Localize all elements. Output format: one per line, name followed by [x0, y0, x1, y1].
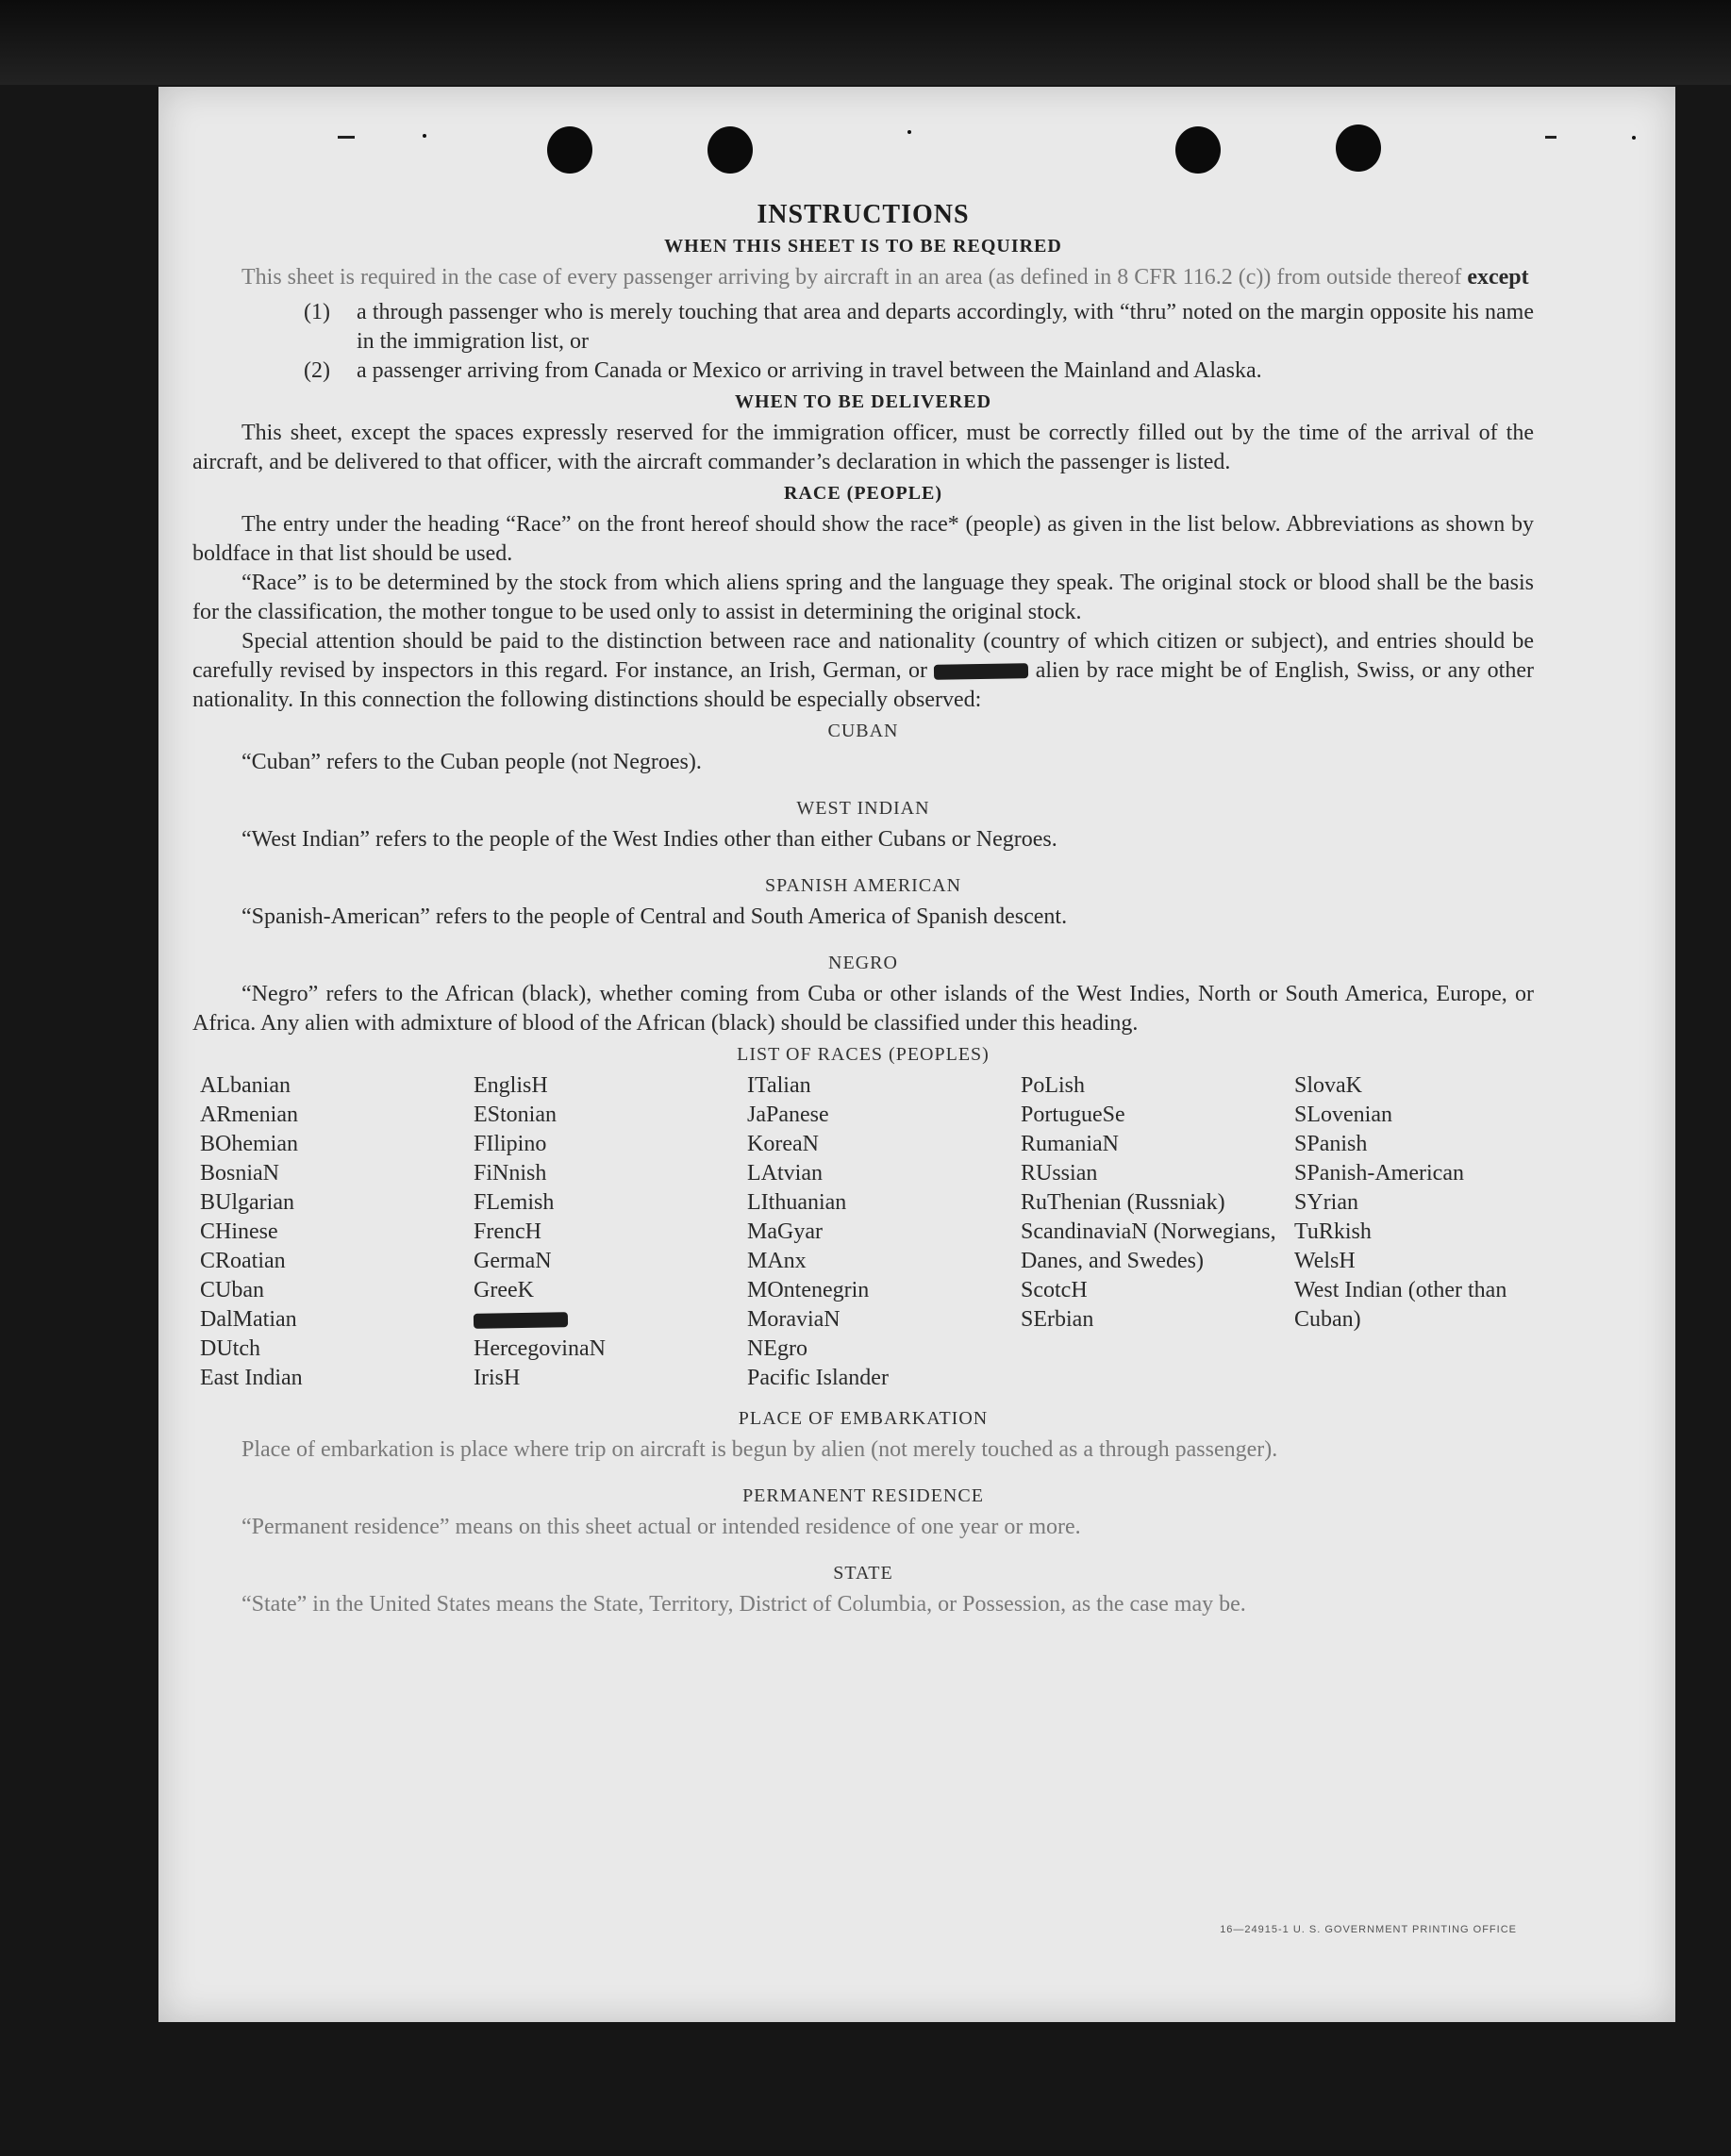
heading-race: RACE (PEOPLE)	[784, 483, 942, 504]
redaction-mark	[474, 1313, 568, 1330]
heading-west-indian: WEST INDIAN	[796, 798, 930, 819]
race-item: PoLish	[1021, 1073, 1086, 1098]
heading-cuban: CUBAN	[827, 721, 899, 741]
race-item: BUlgarian	[200, 1190, 294, 1215]
scan-mark	[338, 136, 355, 139]
race-item: LAtvian	[747, 1161, 823, 1186]
scan-mark	[423, 134, 426, 138]
race-item: FrencH	[474, 1219, 541, 1244]
heading-negro: NEGRO	[828, 953, 898, 973]
heading-when-required: WHEN THIS SHEET IS TO BE REQUIRED	[664, 236, 1062, 257]
race-item: Pacific Islander	[747, 1366, 889, 1390]
race-item: ALbanian	[200, 1073, 291, 1098]
race-item: SPanish	[1294, 1132, 1368, 1156]
race-item: MOntenegrin	[747, 1278, 870, 1302]
scan-mark	[1632, 136, 1636, 140]
heading-list-of-races: LIST OF RACES (PEOPLES)	[737, 1044, 990, 1065]
race-item: SLovenian	[1294, 1103, 1392, 1127]
race-item: GreeK	[474, 1278, 534, 1302]
cuban-text: “Cuban” refers to the Cuban people (not Negroes).	[241, 750, 702, 774]
race-item: CHinese	[200, 1219, 278, 1244]
redaction-mark	[934, 664, 1028, 681]
document-sheet	[158, 87, 1675, 2022]
printing-office-code: 16—24915-1 U. S. GOVERNMENT PRINTING OFFICE	[1220, 1924, 1517, 1935]
races-column-3	[747, 1071, 1021, 1393]
residence-text: “Permanent residence” means on this sheet actual or intended residence of one year or more.	[241, 1515, 1081, 1539]
races-column-1	[200, 1071, 474, 1393]
exception-item-1: (1) a through passenger who is merely touching that area and departs accordingly, with “thru” noted on the margin opposite his name in the immigration list, or	[304, 300, 1534, 354]
race-item: ITalian	[747, 1073, 811, 1098]
race-item: PortugueSe	[1021, 1103, 1125, 1127]
punch-hole-3	[1175, 126, 1221, 174]
race-item: CUban	[200, 1278, 264, 1302]
race-item: SYrian	[1294, 1190, 1358, 1215]
race-item: IrisH	[474, 1366, 521, 1390]
race-item: DUtch	[200, 1336, 260, 1361]
race-item: SlovaK	[1294, 1073, 1362, 1098]
race-item: TuRkish	[1294, 1219, 1372, 1244]
race-item: BOhemian	[200, 1132, 298, 1156]
race-item: HercegovinaN	[474, 1336, 606, 1361]
scan-mark	[1545, 136, 1556, 139]
races-column-4	[1021, 1071, 1294, 1393]
when-delivered-text: This sheet, except the spaces expressly reserved for the immigration officer, must be correctly filled out by the time of the arrival of the aircraft, and be delivered to that officer, with the aircraft commander’s declaration in which the passenger is listed.	[192, 421, 1534, 474]
races-list	[200, 1071, 1534, 1393]
race-item: SPanish-American	[1294, 1161, 1464, 1186]
instructions-content	[192, 200, 1534, 1625]
race-item: LIthuanian	[747, 1190, 847, 1215]
race-item: East Indian	[200, 1366, 303, 1390]
race-item: FLemish	[474, 1190, 555, 1215]
race-item: JaPanese	[747, 1103, 829, 1127]
except-bold: except	[1467, 265, 1529, 290]
race-paragraph-1: The entry under the heading “Race” on the front hereof should show the race* (people) as given in the list below. Abbreviations as shown by boldface in that list should be used.	[192, 512, 1534, 566]
punch-hole-4	[1336, 124, 1381, 172]
race-item: West Indian (other than Cuban)	[1294, 1278, 1507, 1332]
race-item: MaGyar	[747, 1219, 823, 1244]
race-item: ScandinaviaN (Norwegians, Danes, and Swedes)	[1021, 1219, 1276, 1273]
race-item: EStonian	[474, 1103, 557, 1127]
race-item: RUssian	[1021, 1161, 1098, 1186]
race-item: RumaniaN	[1021, 1132, 1119, 1156]
race-item: MoraviaN	[747, 1307, 841, 1332]
race-item: BosniaN	[200, 1161, 279, 1186]
race-item: GermaN	[474, 1249, 552, 1273]
race-item: FiNnish	[474, 1161, 547, 1186]
punch-hole-1	[547, 126, 592, 174]
race-item: RuThenian (Russniak)	[1021, 1190, 1225, 1215]
spanish-american-text: “Spanish-American” refers to the people of Central and South America of Spanish descent.	[241, 904, 1068, 929]
when-required-intro: This sheet is required in the case of every passenger arriving by aircraft in an area (as defined in 8 CFR 116.2 (c)) from outside thereof except	[241, 265, 1529, 290]
scan-background	[0, 0, 1731, 85]
race-item: ARmenian	[200, 1103, 298, 1127]
west-indian-text: “West Indian” refers to the people of the West Indies other than either Cubans or Negroes.	[241, 827, 1057, 852]
race-item: CRoatian	[200, 1249, 286, 1273]
heading-embarkation: PLACE OF EMBARKATION	[738, 1408, 989, 1429]
page-title: INSTRUCTIONS	[757, 200, 970, 229]
race-item-redacted	[474, 1305, 747, 1335]
heading-when-delivered: WHEN TO BE DELIVERED	[734, 391, 992, 412]
race-item: EnglisH	[474, 1073, 548, 1098]
race-paragraph-3: Special attention should be paid to the distinction between race and nationality (country of which citizen or subject), and entries should be carefully revised by inspectors in this regard. For instance, an Irish, German, or alien by race might be of English, Swiss, or any other nationality. In this connection the following distinctions should be especially observed:	[192, 629, 1534, 712]
heading-spanish-american: SPANISH AMERICAN	[764, 875, 962, 896]
race-item: MAnx	[747, 1249, 807, 1273]
race-item: DalMatian	[200, 1307, 297, 1332]
race-item: SErbian	[1021, 1307, 1094, 1332]
heading-state: STATE	[833, 1563, 893, 1584]
state-text: “State” in the United States means the State, Territory, District of Columbia, or Possession, as the case may be.	[241, 1592, 1246, 1617]
race-item: WelsH	[1294, 1249, 1356, 1273]
heading-residence: PERMANENT RESIDENCE	[742, 1485, 984, 1506]
race-item: KoreaN	[747, 1132, 819, 1156]
embarkation-text: Place of embarkation is place where trip on aircraft is begun by alien (not merely touched as a through passenger).	[241, 1437, 1278, 1462]
race-item: ScotcH	[1021, 1278, 1088, 1302]
punch-hole-2	[707, 126, 753, 174]
race-item: FIlipino	[474, 1132, 547, 1156]
races-column-5	[1294, 1071, 1568, 1393]
race-item: NEgro	[747, 1336, 807, 1361]
race-paragraph-2: “Race” is to be determined by the stock from which aliens spring and the language they speak. The original stock or blood shall be the basis for the classification, the mother tongue to be used only to assist in determining the original stock.	[192, 571, 1534, 624]
races-column-2	[474, 1071, 747, 1393]
negro-text: “Negro” refers to the African (black), whether coming from Cuba or other islands of the West Indies, North or South America, Europe, or Africa. Any alien with admixture of blood of the African (black) should be classified under this heading.	[192, 982, 1534, 1036]
scan-mark	[907, 130, 911, 134]
exception-item-2: (2) a passenger arriving from Canada or Mexico or arriving in travel between the Mainland and Alaska.	[304, 358, 1262, 383]
